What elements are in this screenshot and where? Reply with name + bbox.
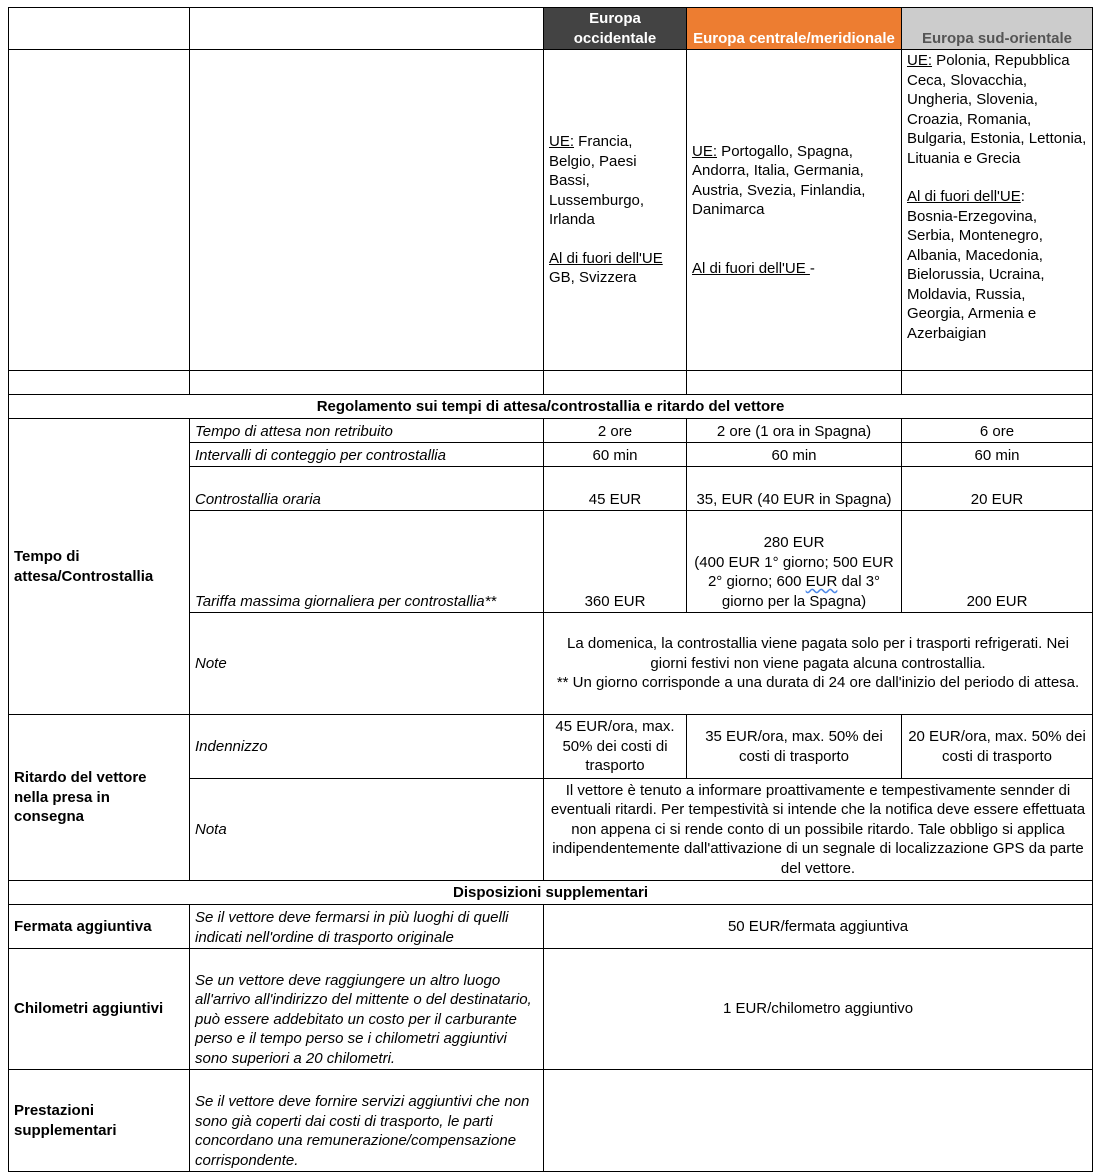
spacer-cell [902, 371, 1093, 395]
max-daily-main: 280 EUR [763, 534, 825, 551]
countries-centrale [687, 50, 902, 371]
value-centrale: 60 min [687, 443, 902, 467]
non-ue-countries: - [809, 259, 815, 277]
non-ue-line [692, 259, 896, 279]
empty-cell [9, 50, 190, 371]
spacer-cell [190, 371, 544, 395]
ue-countries: Portogallo, Spagna, Andorra, Italia, Germania, Austria, Svezia, Finlandia, Danimarca [692, 142, 866, 219]
row-description: Se un vettore deve raggiungere un altro luogo all'arrivo all'indirizzo del mittente o del destinatario, può essere addebitato un costo per il carburante perso e il tempo perso se i chilometri aggiuntivi sono superiori a 20 chilometri. [190, 949, 544, 1070]
countries-sud-orientale [902, 50, 1093, 371]
section-title-supplementary: Disposizioni supplementari [9, 881, 1093, 905]
spacer-cell [544, 371, 687, 395]
max-daily-detail-part: EUR [805, 573, 838, 590]
header-europa-centrale: Europa centrale/meridionale [687, 8, 902, 50]
row-label: Intervalli di conteggio per controstallia [190, 443, 544, 467]
note-text-2: ** Un giorno corrisponde a una durata di 24 ore dall'inizio del periodo di attesa. [556, 674, 1080, 692]
supplementary-row [9, 1070, 1093, 1172]
note-label: Note [190, 613, 544, 715]
row-label-extra-km: Chilometri aggiuntivi [9, 949, 190, 1070]
row-label: Controstallia oraria [190, 467, 544, 511]
spacer-cell [687, 371, 902, 395]
max-daily-detail-part: dal 3° giorno per la Spagna) [721, 573, 881, 610]
value-sud-orientale: 20 EUR/ora, max. 50% dei costi di trasporto [902, 715, 1093, 779]
section-title-row [9, 395, 1093, 419]
note-text-1: La domenica, la controstallia viene pagata solo per i trasporti refrigerati. Nei giorni festivi non viene pagata alcuna controstallia. [567, 635, 1069, 672]
max-daily-detail-part: (400 EUR 1° giorno; 500 EUR 2° giorno; 600 [694, 553, 894, 590]
spacer-row [9, 371, 1093, 395]
supplementary-row [9, 949, 1093, 1070]
delay-row [9, 715, 1093, 779]
value-sud-orientale: 200 EUR [902, 511, 1093, 613]
header-europa-sud-orientale: Europa sud-orientale [902, 8, 1093, 50]
non-ue-countries: GB, Svizzera [549, 269, 637, 287]
value-sud-orientale: 60 min [902, 443, 1093, 467]
value-centrale: 35 EUR/ora, max. 50% dei costi di trasporto [687, 715, 902, 779]
section-title-row [9, 881, 1093, 905]
value-occidentale: 2 ore [544, 419, 687, 443]
non-ue-label: Al di fuori dell'UE [692, 259, 810, 277]
row-label-extra-services: Prestazioni supplementari [9, 1070, 190, 1172]
row-label: Indennizzo [190, 715, 544, 779]
row-description: Se il vettore deve fermarsi in più luoghi di quelli indicati nell'ordine di trasporto originale [190, 905, 544, 949]
row-label: Tariffa massima giornaliera per controstallia** [190, 511, 544, 613]
non-ue-colon: : [1020, 188, 1025, 205]
ue-label: UE: [907, 52, 933, 69]
value-centrale: 2 ore (1 ora in Spagna) [687, 419, 902, 443]
non-ue-label: Al di fuori dell'UE [907, 188, 1021, 205]
ue-countries: Polonia, Repubblica Ceca, Slovacchia, Ungheria, Slovenia, Croazia, Romania, Bulgaria, Estonia, Lettonia, Lituania e Grecia [907, 52, 1087, 167]
value-occidentale: 45 EUR [544, 467, 687, 511]
value-occidentale: 45 EUR/ora, max. 50% dei costi di trasporto [544, 715, 687, 779]
value-sud-orientale: 6 ore [902, 419, 1093, 443]
countries-ue [549, 132, 681, 230]
value-sud-orientale: 20 EUR [902, 467, 1093, 511]
ue-label: UE: [692, 142, 718, 160]
row-label: Tempo di attesa non retribuito [190, 419, 544, 443]
countries-row [9, 50, 1093, 371]
ue-countries: Francia, Belgio, Paesi Bassi, Lussemburgo, Irlanda [549, 133, 645, 229]
empty-cell [190, 50, 544, 371]
non-ue-countries: Bosnia-Erzegovina, Serbia, Montenegro, Albania, Macedonia, Bielorussia, Ucraina, Moldavia, Russia, Georgia, Armenia e Azerbaigian [907, 207, 1045, 342]
waiting-row [9, 419, 1093, 443]
empty-header-cell [9, 8, 190, 50]
empty-header-cell [190, 8, 544, 50]
group-label-waiting: Tempo di attesa/Controstallia [9, 419, 190, 715]
ue-label: UE: [549, 133, 575, 151]
header-europa-occidentale: Europa occidentale [544, 8, 687, 50]
value-occidentale: 60 min [544, 443, 687, 467]
row-label-extra-stop: Fermata aggiuntiva [9, 905, 190, 949]
supplementary-row [9, 905, 1093, 949]
row-value: 1 EUR/chilometro aggiuntivo [544, 949, 1093, 1070]
row-value [544, 1070, 1093, 1172]
value-occidentale: 360 EUR [544, 511, 687, 613]
countries-ue [692, 142, 896, 220]
note-label: Nota [190, 779, 544, 881]
spacer-cell [9, 371, 190, 395]
max-daily-detail [692, 553, 896, 612]
note-text: Il vettore è tenuto a informare proattivamente e tempestivamente sennder di eventuali ritardi. Per tempestività si intende che la notifica deve essere effettuata non appena ci si rende conto di un possibile ritardo. Tale obbligo si applica indipendentemente dall'attivazione di un segnale di localizzazione GPS da parte del vettore. [544, 779, 1093, 881]
conditions-table [8, 7, 1093, 1172]
region-header-row [9, 8, 1093, 50]
countries-ue [907, 51, 1087, 168]
non-ue-line [907, 187, 1087, 207]
row-description: Se il vettore deve fornire servizi aggiuntivi che non sono già coperti dai costi di trasporto, le parti concordano una remunerazione/compensazione corrispondente. [190, 1070, 544, 1172]
value-centrale [687, 511, 902, 613]
group-label-delay: Ritardo del vettore nella presa in consegna [9, 715, 190, 881]
section-title-waiting: Regolamento sui tempi di attesa/controstallia e ritardo del vettore [9, 395, 1093, 419]
countries-occidentale [544, 50, 687, 371]
non-ue-label: Al di fuori dell'UE [549, 249, 663, 267]
value-centrale: 35, EUR (40 EUR in Spagna) [687, 467, 902, 511]
row-value: 50 EUR/fermata aggiuntiva [544, 905, 1093, 949]
note-text [544, 613, 1093, 715]
